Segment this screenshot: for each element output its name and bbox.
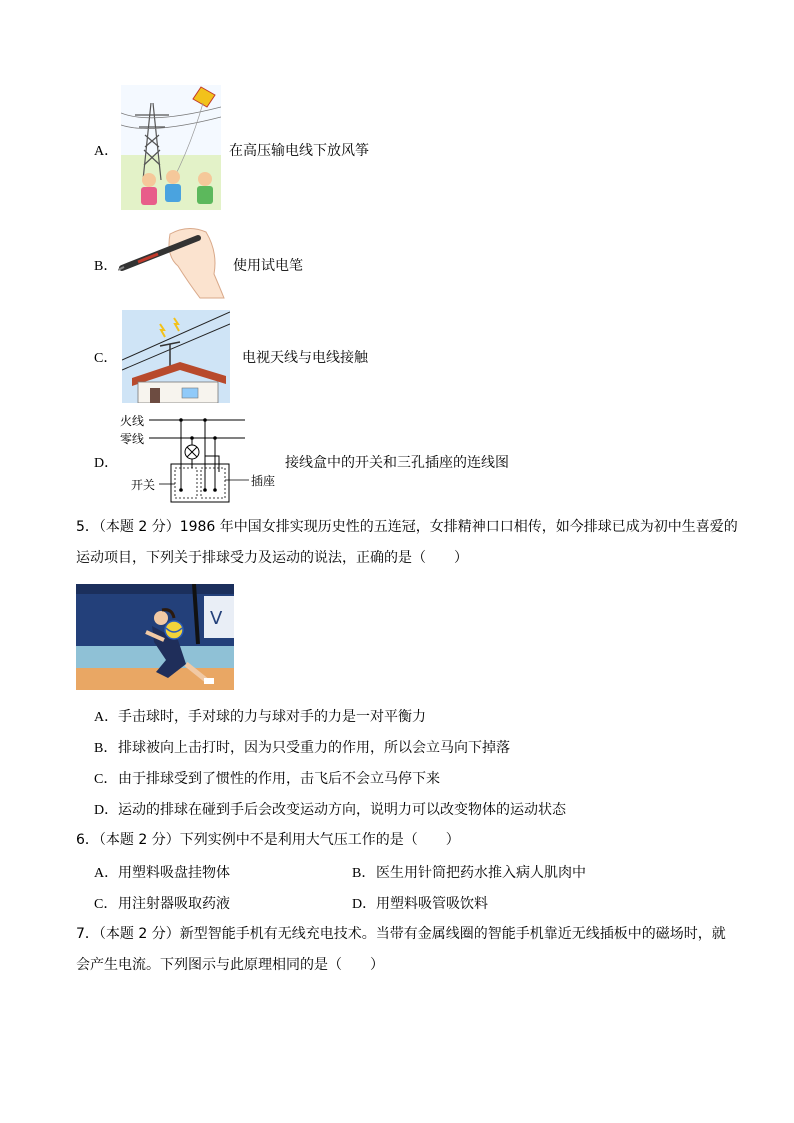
svg-text:V: V (210, 608, 223, 629)
q5-stem-line2: 运动项目，下列关于排球受力及运动的说法，正确的是（ ） (76, 550, 468, 566)
live-wire-label: 火线 (120, 414, 145, 428)
q4-option-b-text: 使用试电笔 (233, 258, 303, 274)
q4-option-a-letter: A． (94, 144, 119, 159)
q6-option-a-text: 用塑料吸盘挂物体 (118, 865, 230, 881)
q6-option-d-text: 用塑料吸管吸饮料 (376, 896, 488, 912)
q4-option-a-text: 在高压输电线下放风筝 (229, 143, 369, 159)
q5-option-b-letter: B． (94, 741, 118, 756)
q6-option-b-letter: B． (352, 866, 376, 881)
neutral-wire-label: 零线 (120, 432, 145, 446)
q5-option-a-text: 手击球时，手对球的力与球对手的力是一对平衡力 (118, 709, 426, 725)
q6-option-c-letter: C． (94, 897, 118, 912)
q5-stem-line1: 5．（本题 2 分）1986 年中国女排实现历史性的五连冠，女排精神口口相传，如今排球已成为初中生喜爱的 (76, 519, 738, 535)
q5-option-c-letter: C． (94, 772, 118, 787)
q5-option-d-letter: D． (94, 803, 119, 818)
socket-label: 插座 (251, 474, 276, 488)
switch-label: 开关 (131, 478, 156, 492)
q6-option-d-letter: D． (352, 897, 377, 912)
q7-stem-line2: 会产生电流。下列图示与此原理相同的是（ ） (76, 957, 384, 973)
kite-under-power-lines-image (121, 85, 221, 210)
q4-option-c-letter: C． (94, 351, 118, 366)
q5-option-c-text: 由于排球受到了惯性的作用，击飞后不会立马停下来 (118, 771, 440, 787)
q6-stem: 6．（本题 2 分）下列实例中不是利用大气压工作的是（ ） (76, 832, 460, 848)
q6-option-a-letter: A． (94, 866, 119, 881)
q5-option-b-text: 排球被向上击打时，因为只受重力的作用，所以会立马向下掉落 (118, 740, 510, 756)
q6-option-c-text: 用注射器吸取药液 (118, 896, 230, 912)
q4-option-c-text: 电视天线与电线接触 (242, 350, 368, 366)
test-pen-image (118, 222, 226, 300)
wiring-diagram (115, 410, 285, 505)
q6-option-b-text: 医生用针筒把药水推入病人肌肉中 (376, 865, 586, 881)
volleyball-player-photo (76, 584, 234, 690)
tv-antenna-wire-image (122, 310, 230, 403)
q5-option-d-text: 运动的排球在碰到手后会改变运动方向，说明力可以改变物体的运动状态 (118, 802, 566, 818)
q4-option-d-letter: D． (94, 456, 119, 471)
q5-option-a-letter: A． (94, 710, 119, 725)
q7-stem-line1: 7．（本题 2 分）新型智能手机有无线充电技术。当带有金属线圈的智能手机靠近无线插板中的磁场时，就 (76, 926, 726, 942)
q4-option-b-letter: B． (94, 259, 118, 274)
q4-option-d-text: 接线盒中的开关和三孔插座的连线图 (285, 455, 509, 471)
